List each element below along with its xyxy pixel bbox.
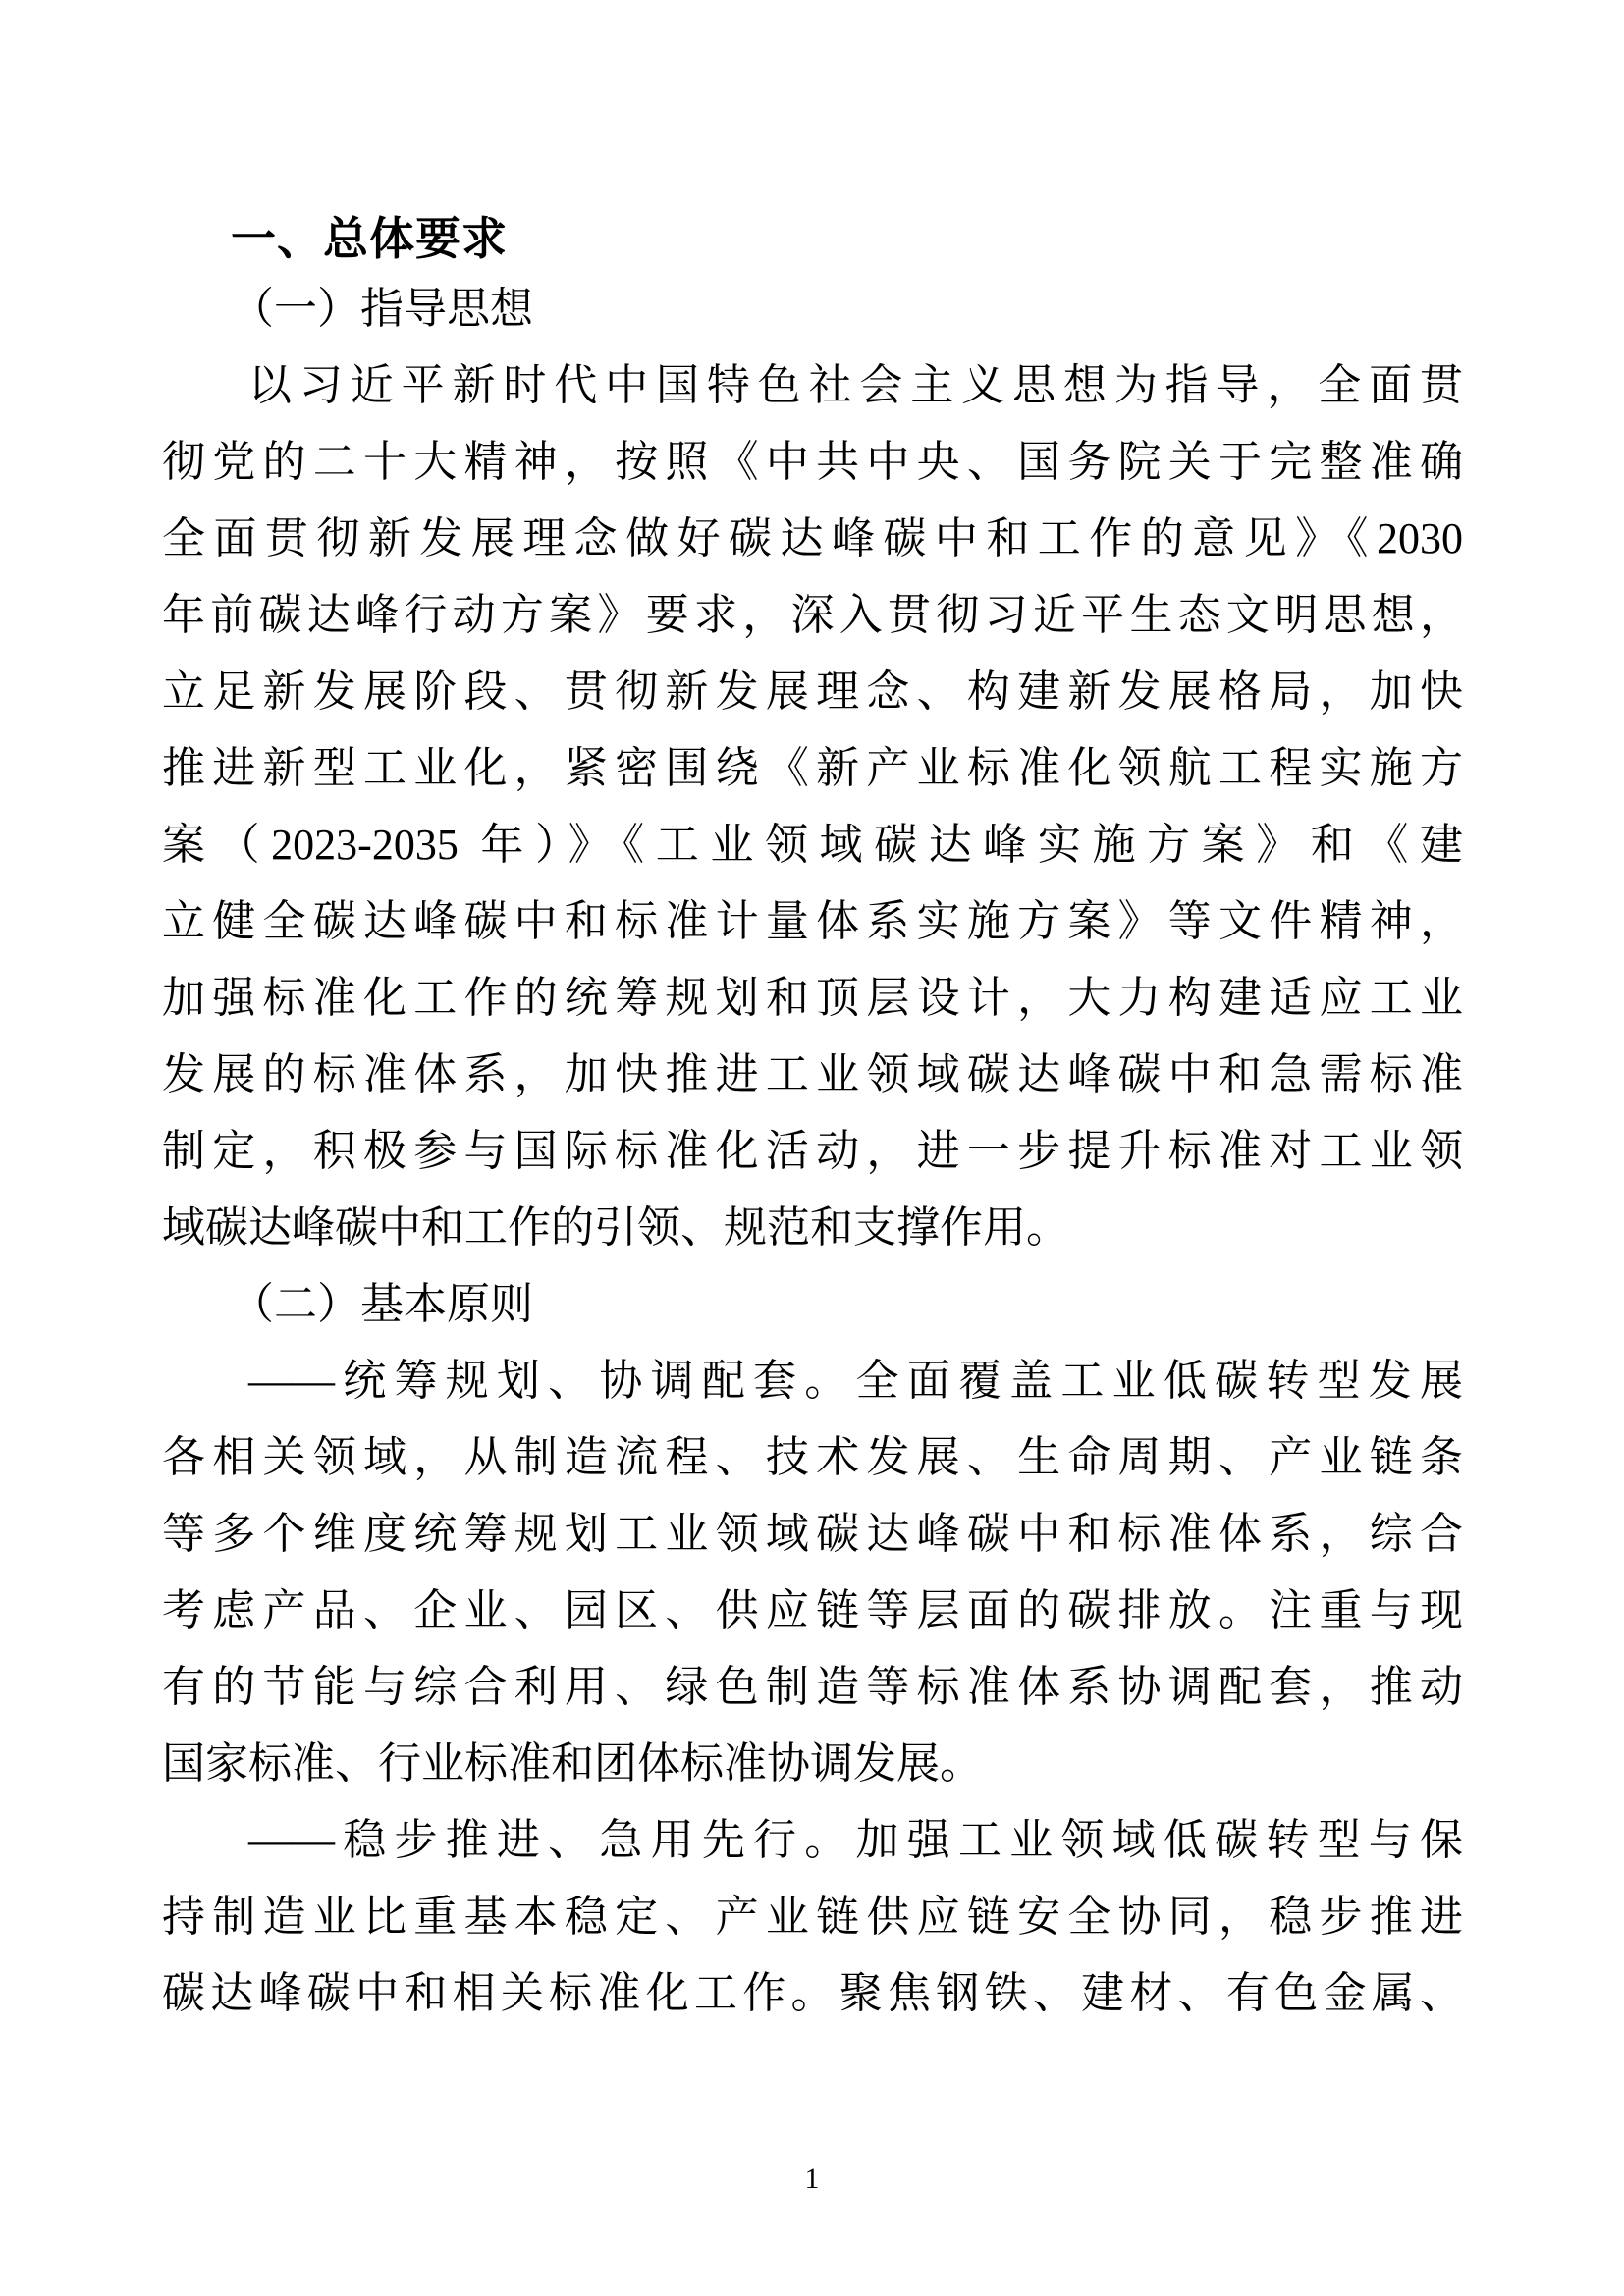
- text-line: 立健全碳达峰碳中和标准计量体系实施方案》等文件精神，: [162, 897, 1463, 945]
- text-line: 碳达峰碳中和相关标准化工作。聚焦钢铁、建材、有色金属、: [162, 1969, 1463, 2017]
- text-line: ——统筹规划、协调配套。全面覆盖工业低碳转型发展: [248, 1357, 1463, 1405]
- subheading-guiding-ideology: （一）指导思想: [231, 285, 533, 333]
- text-line: 持制造业比重基本稳定、产业链供应链安全协同，稳步推进: [162, 1893, 1463, 1941]
- text-line: 全面贯彻新发展理念做好碳达峰碳中和工作的意见》《2030: [162, 514, 1463, 562]
- text-line: 年前碳达峰行动方案》要求，深入贯彻习近平生态文明思想，: [162, 591, 1463, 639]
- text-line: 考虑产品、企业、园区、供应链等层面的碳排放。注重与现: [162, 1586, 1463, 1634]
- text-line: 彻党的二十大精神，按照《中共中央、国务院关于完整准确: [162, 438, 1463, 486]
- paragraph-guiding-ideology: [162, 347, 1463, 1266]
- text-line: 发展的标准体系，加快推进工业领域碳达峰碳中和急需标准: [162, 1050, 1463, 1098]
- text-line: 各相关领域，从制造流程、技术发展、生命周期、产业链条: [162, 1433, 1463, 1481]
- text-line: 制定，积极参与国际标准化活动，进一步提升标准对工业领: [162, 1127, 1463, 1175]
- text-line: 案（2023-2035 年）》《工业领域碳达峰实施方案》和《建: [162, 821, 1463, 869]
- text-line: 推进新型工业化，紧密围绕《新产业标准化领航工程实施方: [162, 744, 1463, 792]
- text-line: 立足新发展阶段、贯彻新发展理念、构建新发展格局，加快: [162, 667, 1463, 716]
- text-line: ——稳步推进、急用先行。加强工业领域低碳转型与保: [248, 1816, 1463, 1864]
- text-line: 有的节能与综合利用、绿色制造等标准体系协调配套，推动: [162, 1663, 1463, 1711]
- section-heading: 一、总体要求: [231, 213, 508, 264]
- text-line: 以习近平新时代中国特色社会主义思想为指导，全面贯: [248, 361, 1463, 409]
- paragraph-principle-overall-planning: [162, 1343, 1463, 1802]
- subheading-basic-principles: （二）基本原则: [231, 1280, 533, 1328]
- page-number: 1: [804, 2163, 820, 2195]
- text-line: 国家标准、行业标准和团体标准协调发展。: [162, 1739, 983, 1788]
- text-line: 等多个维度统筹规划工业领域碳达峰碳中和标准体系，综合: [162, 1510, 1463, 1558]
- text-line: 域碳达峰碳中和工作的引领、规范和支撑作用。: [162, 1203, 1069, 1252]
- paragraph-principle-steady-advance: [162, 1802, 1463, 2032]
- text-line: 加强标准化工作的统筹规划和顶层设计，大力构建适应工业: [162, 974, 1463, 1022]
